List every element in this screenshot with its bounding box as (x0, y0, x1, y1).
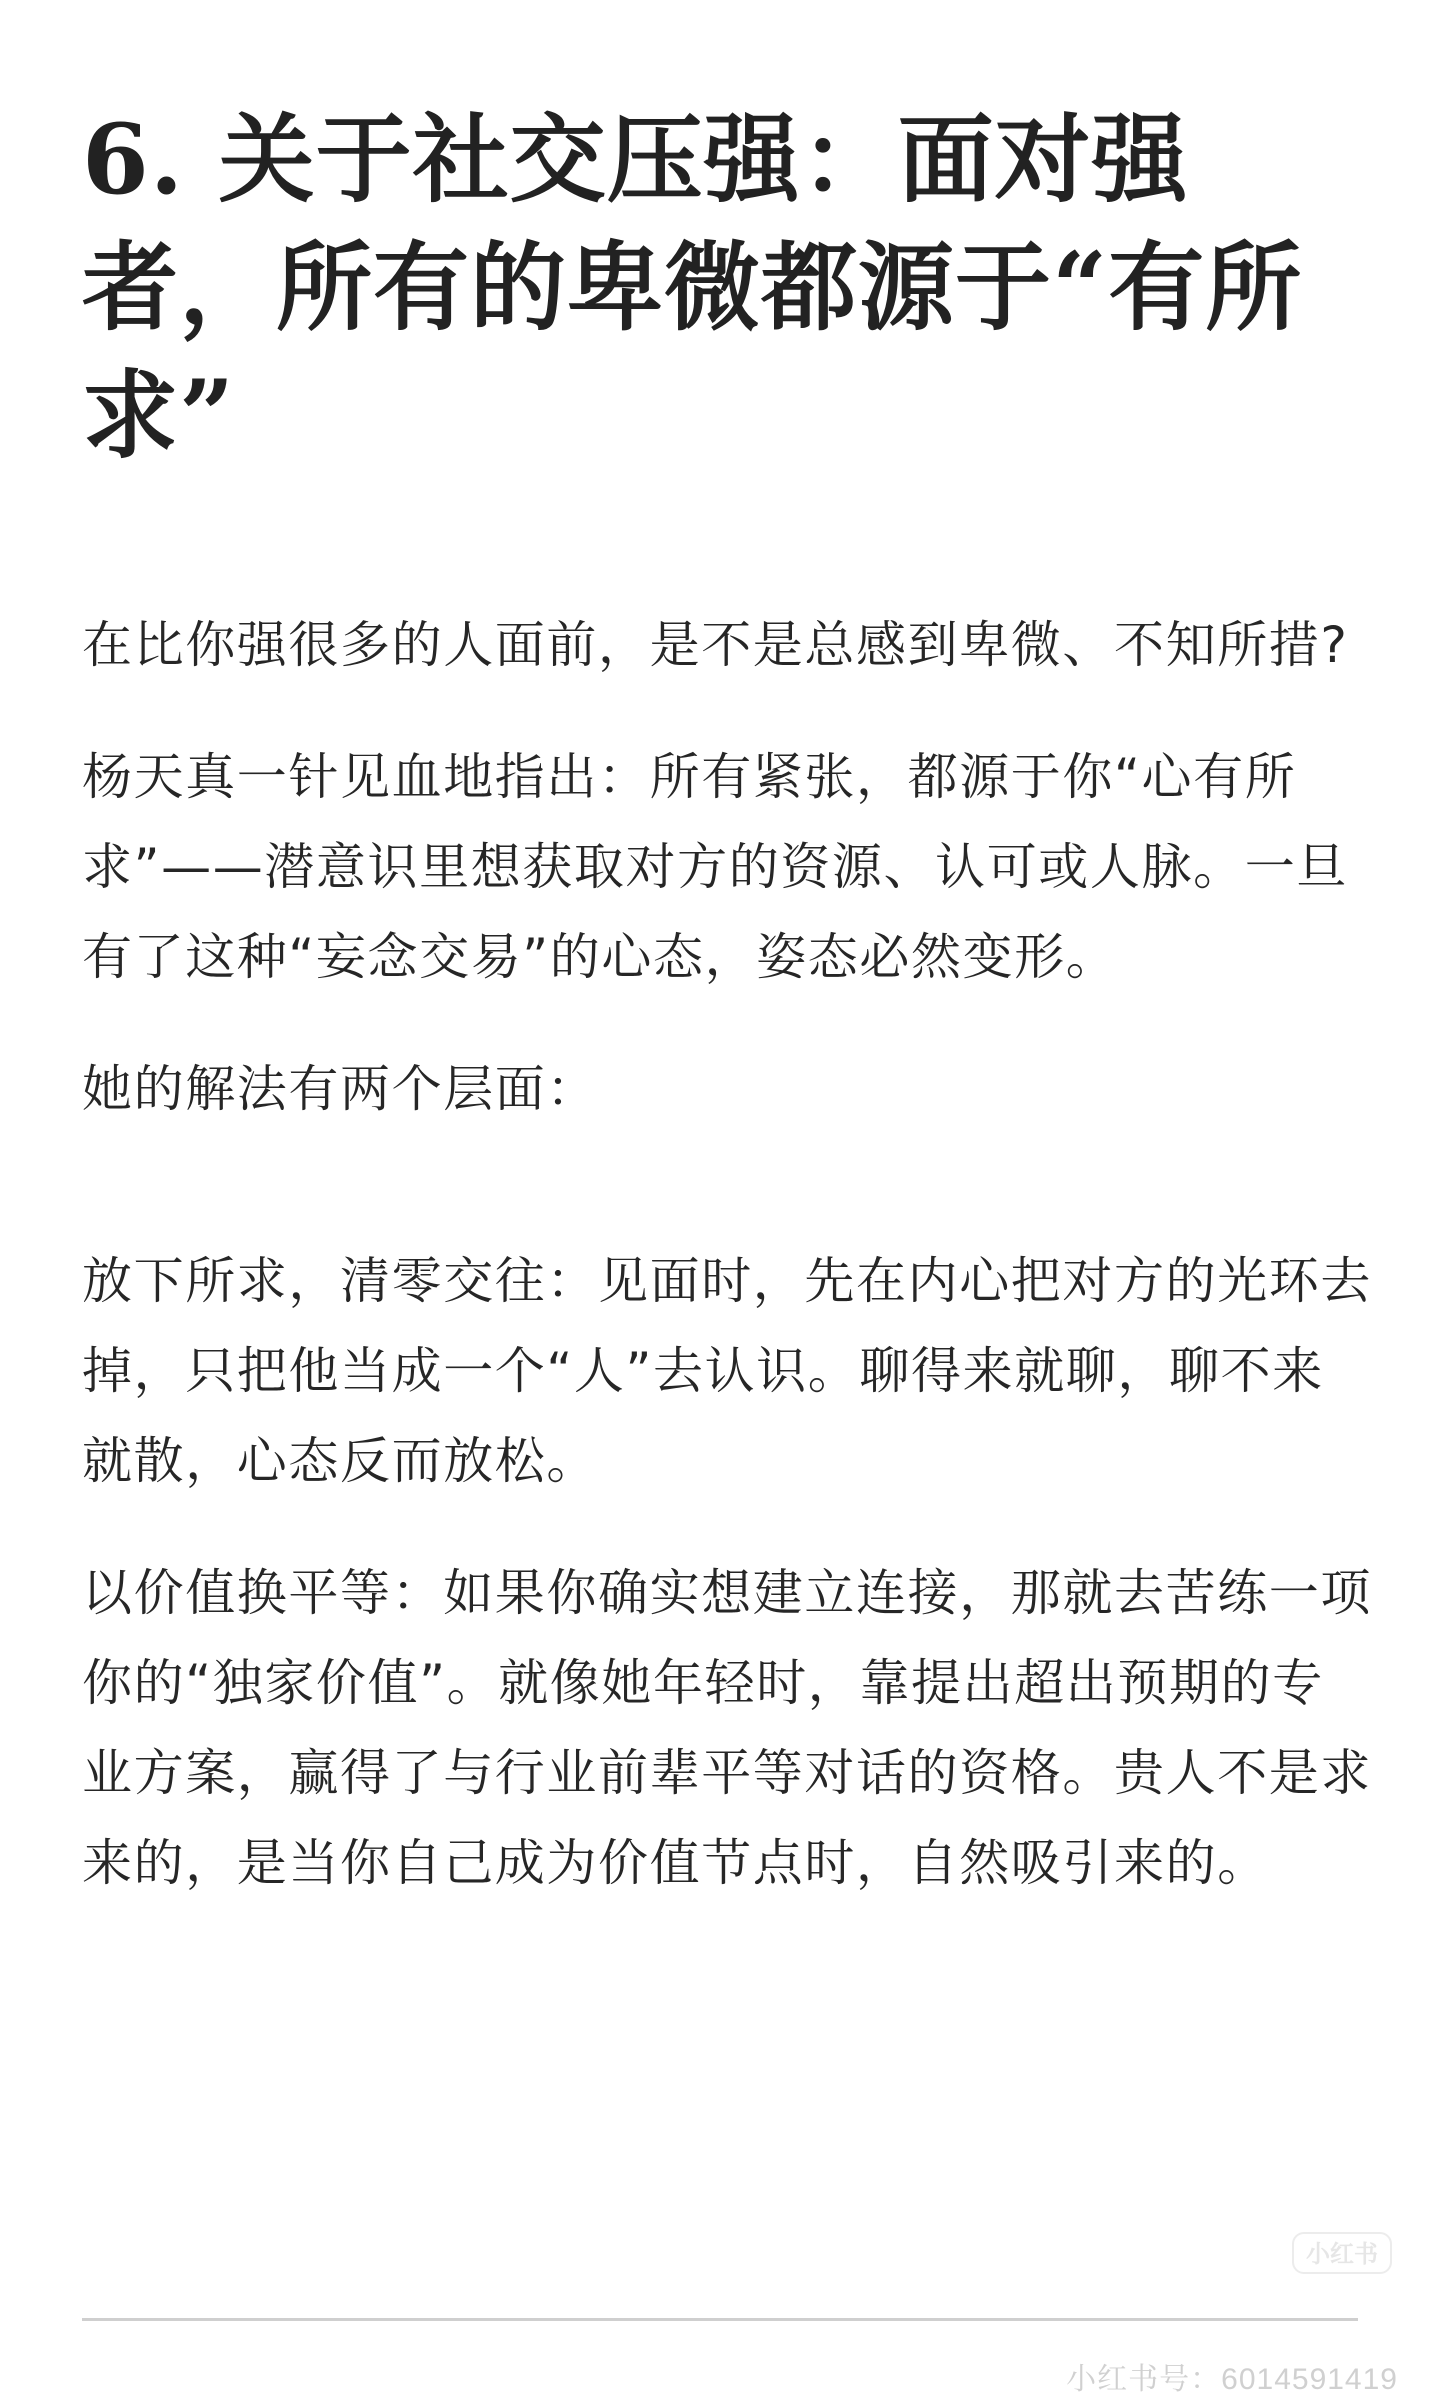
article-title: 6. 关于社交压强：面对强者，所有的卑微都源于“有所求” (82, 103, 1303, 472)
paragraph-5: 以价值换平等：如果你确实想建立连接，那就去苦练一项你的“独家价值”。就像她年轻时，靠提出超出预期的专业方案，赢得了与行业前辈平等对话的资格。贵人不是求来的，是当你自己成为价值节点时，自然吸引来的。 (82, 1564, 1372, 1892)
paragraph-4: 放下所求，清零交往：见面时，先在内心把对方的光环去掉，只把他当成一个“人”去认识。聊得来就聊，聊不来就散，心态反而放松。 (82, 1252, 1372, 1490)
paragraph-3: 她的解法有两个层面： (82, 1060, 598, 1118)
paragraph-1: 在比你强很多的人面前，是不是总感到卑微、不知所措? (82, 616, 1349, 674)
watermark-id: 小红书号：6014591419 (1066, 2363, 1398, 2396)
divider (82, 2318, 1358, 2321)
watermark-logo: 小红书 (1292, 2232, 1392, 2274)
paragraph-2: 杨天真一针见血地指出：所有紧张，都源于你“心有所求”——潜意识里想获取对方的资源、认可或人脉。一旦有了这种“妄念交易”的心态，姿态必然变形。 (82, 748, 1348, 986)
article-body (82, 600, 1372, 1908)
